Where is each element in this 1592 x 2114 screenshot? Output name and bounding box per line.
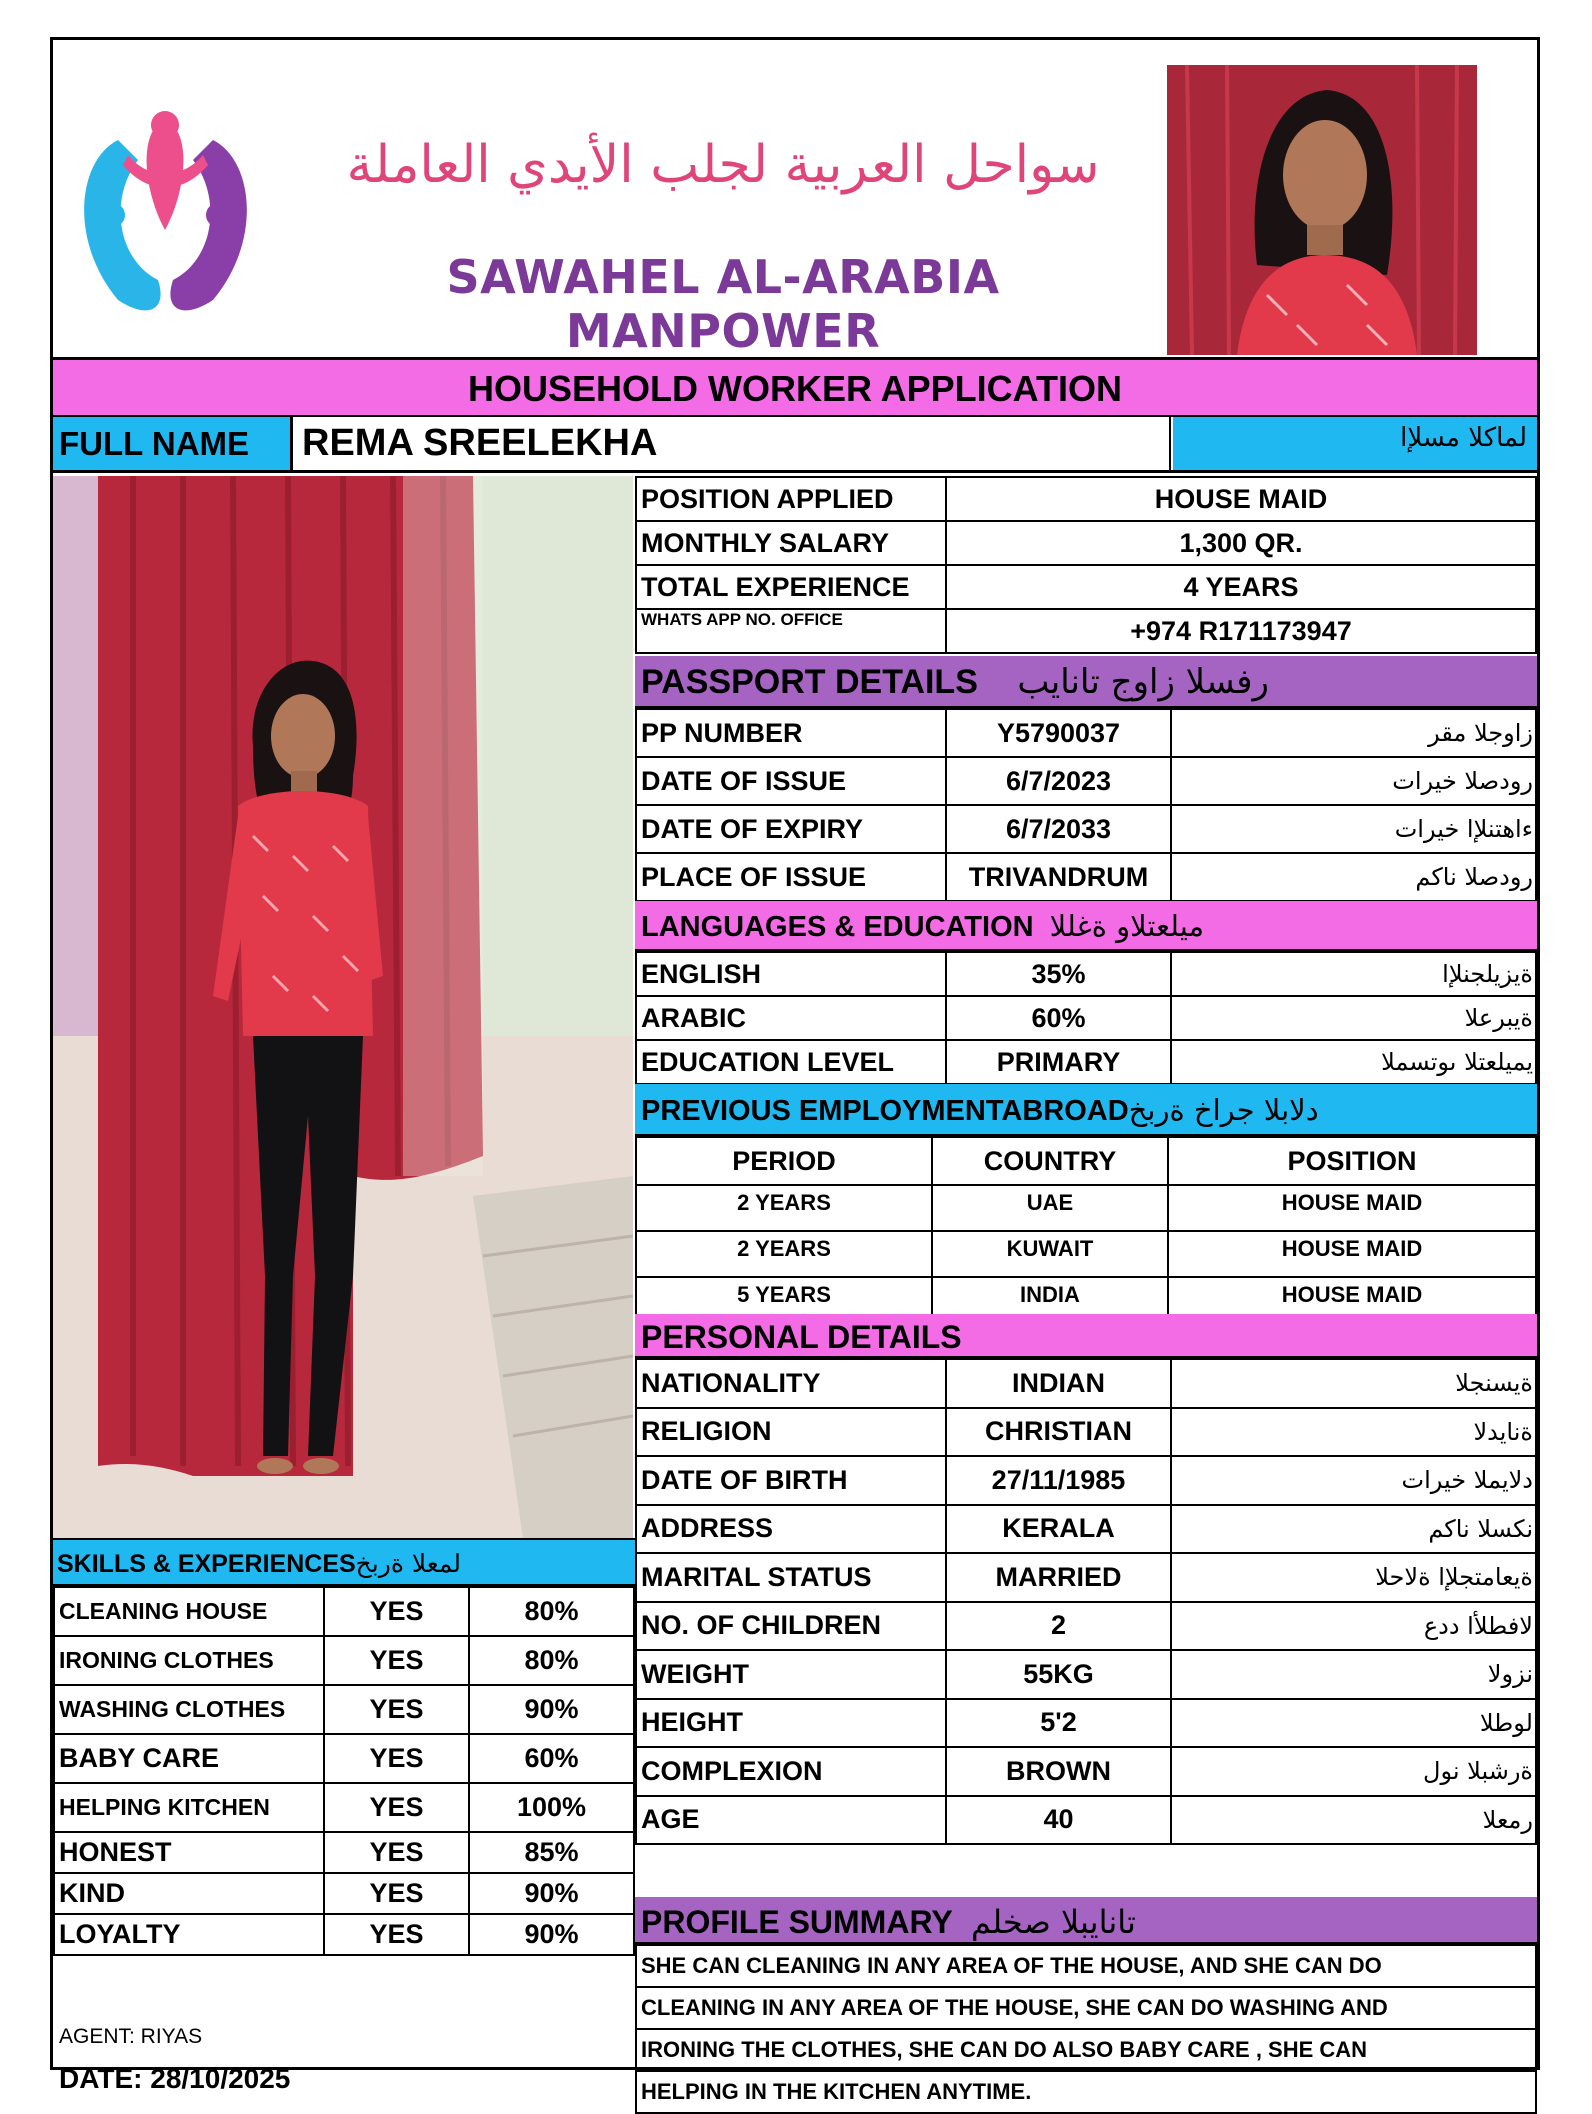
document-title: HOUSEHOLD WORKER APPLICATION [53,360,1537,417]
field-value: 35% [946,952,1171,996]
field-value: CHRISTIAN [946,1408,1171,1457]
position-row [636,477,1536,521]
field-label: DATE OF BIRTH [636,1456,946,1505]
field-label: DATE OF ISSUE [636,757,946,805]
skill-yes: YES [324,1873,469,1914]
field-value: 5'2 [946,1699,1171,1748]
personal-row [636,1699,1536,1748]
employment-section-header [635,1084,1537,1136]
skill-row [54,1734,634,1783]
field-label: MARITAL STATUS [636,1553,946,1602]
skill-percent: 80% [469,1587,634,1636]
field-label-arabic: ةيزيلجنلإا [1171,952,1536,996]
field-value: 2 [946,1602,1171,1651]
field-value: BROWN [946,1747,1171,1796]
summary-line [636,2029,1536,2071]
languages-table [635,951,1537,1085]
skill-row [54,1685,634,1734]
company-name-english: SAWAHEL AL-ARABIA MANPOWER [446,250,1000,358]
full-name-label-arabic: لماكلا مسلإا [1173,417,1537,470]
field-label-arabic: ءاهتنلإا خيرات [1171,805,1536,853]
agent-label: AGENT: RIYAS [59,2025,203,2048]
employment-title-arabic: دلابلا جراخ ةربخ [1128,1093,1319,1127]
personal-row [636,1505,1536,1554]
employment-row [636,1185,1536,1231]
field-label: WEIGHT [636,1650,946,1699]
skills-title: SKILLS & EXPERIENCES [57,1550,356,1578]
field-value: TRIVANDRUM [946,853,1171,901]
skill-row [54,1832,634,1873]
employment-cell: 2 YEARS [636,1185,932,1231]
skills-table [53,1586,635,1956]
field-label: COMPLEXION [636,1747,946,1796]
column-header: POSITION [1168,1137,1536,1185]
skill-percent: 85% [469,1832,634,1873]
employment-title: PREVIOUS EMPLOYMENTABROAD [641,1095,1129,1127]
skill-percent: 80% [469,1636,634,1685]
name-row [53,417,1537,473]
full-name-value: REMA SREELEKHA [296,417,1171,470]
position-table [635,476,1537,654]
employment-cell: INDIA [932,1277,1168,1323]
field-value: INDIAN [946,1359,1171,1408]
field-label: PLACE OF ISSUE [636,853,946,901]
languages-row [636,996,1536,1040]
passport-title-arabic: رفسلا زاوج تانايب [1017,662,1269,702]
field-label-arabic: رودصلا ناكم [1171,853,1536,901]
field-label: WHATS APP NO. OFFICE [636,609,946,653]
position-row [636,521,1536,565]
field-value: MARRIED [946,1553,1171,1602]
skills-title-arabic: لمعلا ةربخ [355,1549,461,1578]
field-value: 55KG [946,1650,1171,1699]
field-label-arabic: ةنايدلا [1171,1408,1536,1457]
summary-title-arabic: تانايبلا صخلم [971,1903,1136,1941]
summary-section-header [635,1897,1537,1944]
skill-row [54,1636,634,1685]
skills-section-header [53,1538,635,1586]
skill-percent: 90% [469,1685,634,1734]
skill-yes: YES [324,1734,469,1783]
summary-title: PROFILE SUMMARY [641,1904,953,1940]
field-label-arabic: لافطلأا ددع [1171,1602,1536,1651]
languages-row [636,1040,1536,1084]
employment-cell: HOUSE MAID [1168,1185,1536,1231]
field-value: PRIMARY [946,1040,1171,1084]
skill-yes: YES [324,1914,469,1955]
skill-percent: 60% [469,1734,634,1783]
summary-line [636,1987,1536,2029]
field-label: ARABIC [636,996,946,1040]
field-value: 27/11/1985 [946,1456,1171,1505]
field-label-arabic: ةرشبلا نول [1171,1747,1536,1796]
skill-row [54,1587,634,1636]
employment-cell: UAE [932,1185,1168,1231]
field-label: DATE OF EXPIRY [636,805,946,853]
employment-row [636,1231,1536,1277]
portrait-photo [1167,65,1477,355]
personal-row [636,1796,1536,1845]
personal-row [636,1602,1536,1651]
field-label-arabic: نزولا [1171,1650,1536,1699]
position-row [636,565,1536,609]
field-value: +974 R171173947 [946,609,1536,653]
skill-percent: 90% [469,1914,634,1955]
skill-name: HONEST [54,1832,324,1873]
passport-table [635,708,1537,902]
employment-cell: 2 YEARS [636,1231,932,1277]
summary-text: CLEANING IN ANY AREA OF THE HOUSE, SHE CAN DO WASHING AND [636,1987,1536,2029]
field-label-arabic: يميلعتلا ىوتسملا [1171,1040,1536,1084]
field-label-arabic: دلايملا خيرات [1171,1456,1536,1505]
employment-cell: 5 YEARS [636,1277,932,1323]
passport-row [636,757,1536,805]
skill-name: HELPING KITCHEN [54,1783,324,1832]
skill-name: LOYALTY [54,1914,324,1955]
passport-section-header [635,656,1537,708]
field-label-arabic: رمعلا [1171,1796,1536,1845]
languages-row [636,952,1536,996]
field-value: Y5790037 [946,709,1171,757]
column-header: COUNTRY [932,1137,1168,1185]
field-label-arabic: نكسلا ناكم [1171,1505,1536,1554]
summary-text: SHE CAN CLEANING IN ANY AREA OF THE HOUSE, AND SHE CAN DO [636,1945,1536,1987]
field-label: PP NUMBER [636,709,946,757]
skill-yes: YES [324,1587,469,1636]
skill-name: CLEANING HOUSE [54,1587,324,1636]
passport-row [636,805,1536,853]
field-label: RELIGION [636,1408,946,1457]
full-name-label: FULL NAME [53,417,293,470]
personal-row [636,1408,1536,1457]
skill-name: WASHING CLOTHES [54,1685,324,1734]
personal-row [636,1747,1536,1796]
field-value: HOUSE MAID [946,477,1536,521]
header [53,40,1537,360]
company-name-arabic: سواحل العربية لجلب الأيدي العاملة [346,135,1100,195]
field-value: 60% [946,996,1171,1040]
skill-percent: 90% [469,1873,634,1914]
field-label: HEIGHT [636,1699,946,1748]
summary-line [636,1945,1536,1987]
employment-cell: KUWAIT [932,1231,1168,1277]
personal-title: PERSONAL DETAILS [641,1319,962,1355]
field-value: 40 [946,1796,1171,1845]
field-label: ENGLISH [636,952,946,996]
skill-yes: YES [324,1783,469,1832]
field-label: MONTHLY SALARY [636,521,946,565]
summary-text: IRONING THE CLOTHES, SHE CAN DO ALSO BABY CARE , SHE CAN [636,2029,1536,2071]
skill-yes: YES [324,1832,469,1873]
field-value: 1,300 QR. [946,521,1536,565]
field-label-arabic: رودصلا خيرات [1171,757,1536,805]
languages-title-arabic: ميلعتلاو ةغللا [1049,909,1205,943]
company-logo-icon [58,100,273,330]
full-body-photo [53,476,633,1538]
summary-table [635,1944,1537,2114]
employment-header-row [636,1137,1536,1185]
languages-title: LANGUAGES & EDUCATION [641,911,1034,943]
field-label-arabic: لوطلا [1171,1699,1536,1748]
field-label-arabic: ةيبرعلا [1171,996,1536,1040]
passport-title: PASSPORT DETAILS [641,663,978,701]
skill-yes: YES [324,1636,469,1685]
summary-line [636,2071,1536,2113]
field-label: POSITION APPLIED [636,477,946,521]
employment-cell: HOUSE MAID [1168,1231,1536,1277]
personal-row [636,1359,1536,1408]
personal-row [636,1553,1536,1602]
languages-section-header [635,901,1537,951]
field-value: 6/7/2023 [946,757,1171,805]
personal-table [635,1358,1537,1845]
skill-percent: 100% [469,1783,634,1832]
position-row [636,609,1536,653]
employment-cell: HOUSE MAID [1168,1277,1536,1323]
personal-section-header [635,1314,1537,1358]
field-label-arabic: ةيسنجلا [1171,1359,1536,1408]
summary-text: HELPING IN THE KITCHEN ANYTIME. [636,2071,1536,2113]
employment-table [635,1136,1537,1324]
field-label: NATIONALITY [636,1359,946,1408]
field-label-arabic: زاوجلا مقر [1171,709,1536,757]
column-header: PERIOD [636,1137,932,1185]
application-sheet [50,37,1540,2104]
field-label: NO. OF CHILDREN [636,1602,946,1651]
field-value: 4 YEARS [946,565,1536,609]
field-value: 6/7/2033 [946,805,1171,853]
field-label: ADDRESS [636,1505,946,1554]
skill-row [54,1873,634,1914]
skill-row [54,1914,634,1955]
personal-row [636,1456,1536,1505]
personal-row [636,1650,1536,1699]
date-label: DATE: 28/10/2025 [59,2063,291,2094]
skill-row [54,1783,634,1832]
passport-row [636,709,1536,757]
skill-name: BABY CARE [54,1734,324,1783]
field-value: KERALA [946,1505,1171,1554]
field-label: EDUCATION LEVEL [636,1040,946,1084]
skill-name: IRONING CLOTHES [54,1636,324,1685]
field-label: AGE [636,1796,946,1845]
field-label-arabic: ةيعامتجلإا ةلاحلا [1171,1553,1536,1602]
skill-yes: YES [324,1685,469,1734]
field-label: TOTAL EXPERIENCE [636,565,946,609]
skill-name: KIND [54,1873,324,1914]
passport-row [636,853,1536,901]
